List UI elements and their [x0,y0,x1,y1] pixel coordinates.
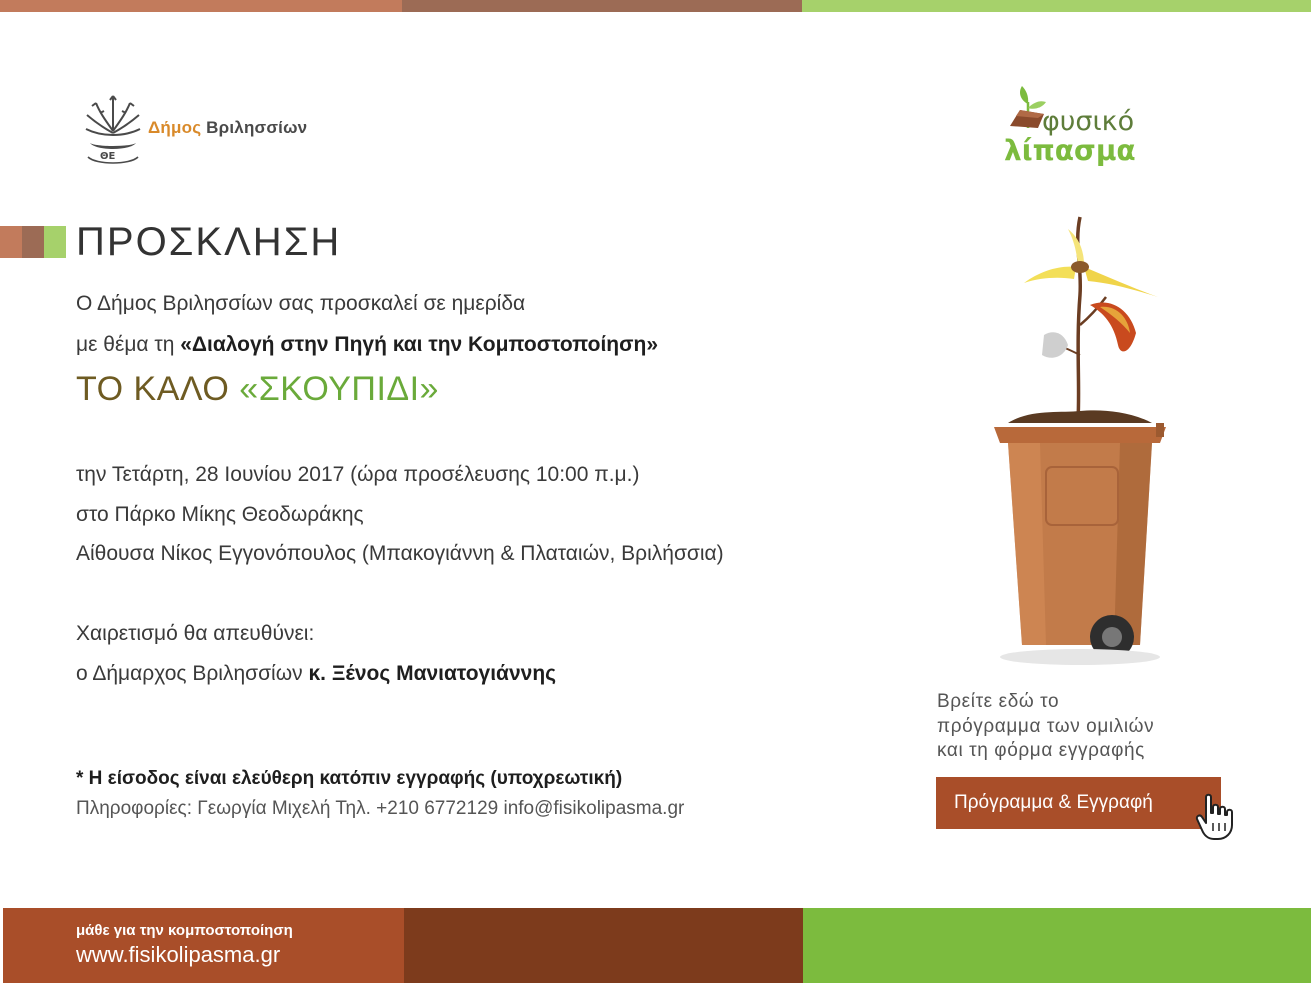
compost-bin-illustration [980,205,1180,670]
municipality-name-part1: Δήμος [148,118,202,137]
municipality-emblem-icon [82,91,144,165]
mayor-name: κ. Ξένος Μανιατογιάννης [308,662,557,685]
event-headline [76,370,439,409]
strip-segment-brown-mid [402,0,802,12]
topic-title: «Διαλογή στην Πηγή και την Κομποστοποίηση» [180,333,658,356]
footer-tagline: μάθε για την κομποστοποίηση [76,922,293,939]
greeting-line: Χαιρετισμό θα απευθύνει: [76,622,315,645]
headline-part2: «ΣΚΟΥΠΙΔΙ» [239,370,439,408]
intro-line: Ο Δήμος Βριλησσίων σας προσκαλεί σε ημερίδα [76,292,526,315]
invitation-title: ΠΡΟΣΚΛΗΣΗ [76,220,342,264]
info-line: Πληροφορίες: Γεωργία Μιχελή Τηλ. +210 6772129 info@fisikolipasma.gr [76,798,685,819]
brand-word-2: λίπασμα [1004,134,1136,167]
municipality-name-part2: Βριλησσίων [206,118,308,137]
hand-cursor-icon [1194,793,1238,841]
topic-line [76,333,658,357]
mayor-prefix: ο Δήμαρχος Βριλησσίων [76,662,309,685]
mayor-line [76,662,556,686]
topic-prefix: με θέμα τη [76,333,181,356]
marker-square-3 [44,226,66,258]
program-note: Βρείτε εδώ το πρόγραμμα των ομιλιών και τη φόρμα εγγραφής [937,691,1155,761]
title-marker-squares [0,226,66,258]
venue-line: στο Πάρκο Μίκης Θεοδωράκης [76,503,364,526]
brand-word-1: φυσικό [1042,106,1135,137]
date-line: την Τετάρτη, 28 Ιουνίου 2017 (ώρα προσέλευσης 10:00 π.μ.) [76,463,640,486]
marker-square-2 [22,226,44,258]
entry-note: * Η είσοδος είναι ελεύθερη κατόπιν εγγραφής (υποχρεωτική) [76,768,623,789]
headline-part1: ΤΟ ΚΑΛΟ [76,370,240,408]
footer-website-link[interactable]: www.fisikolipasma.gr [76,942,281,967]
footer-segment-rust-dark [404,908,803,983]
municipality-name [148,118,307,138]
svg-text:ΘΕ: ΘΕ [100,151,116,162]
top-color-strip [0,0,1311,12]
strip-segment-green [802,0,1311,12]
marker-square-1 [0,226,22,258]
municipality-logo [82,88,342,168]
program-registration-button[interactable]: Πρόγραμμα & Εγγραφή [936,777,1221,829]
hall-line: Αίθουσα Νίκος Εγγονόπουλος (Μπακογιάννη & Πλαταιών, Βριλήσσια) [76,542,724,565]
brand-logo [1004,80,1174,180]
footer-segment-green [803,908,1311,983]
strip-segment-brown-light [0,0,402,12]
